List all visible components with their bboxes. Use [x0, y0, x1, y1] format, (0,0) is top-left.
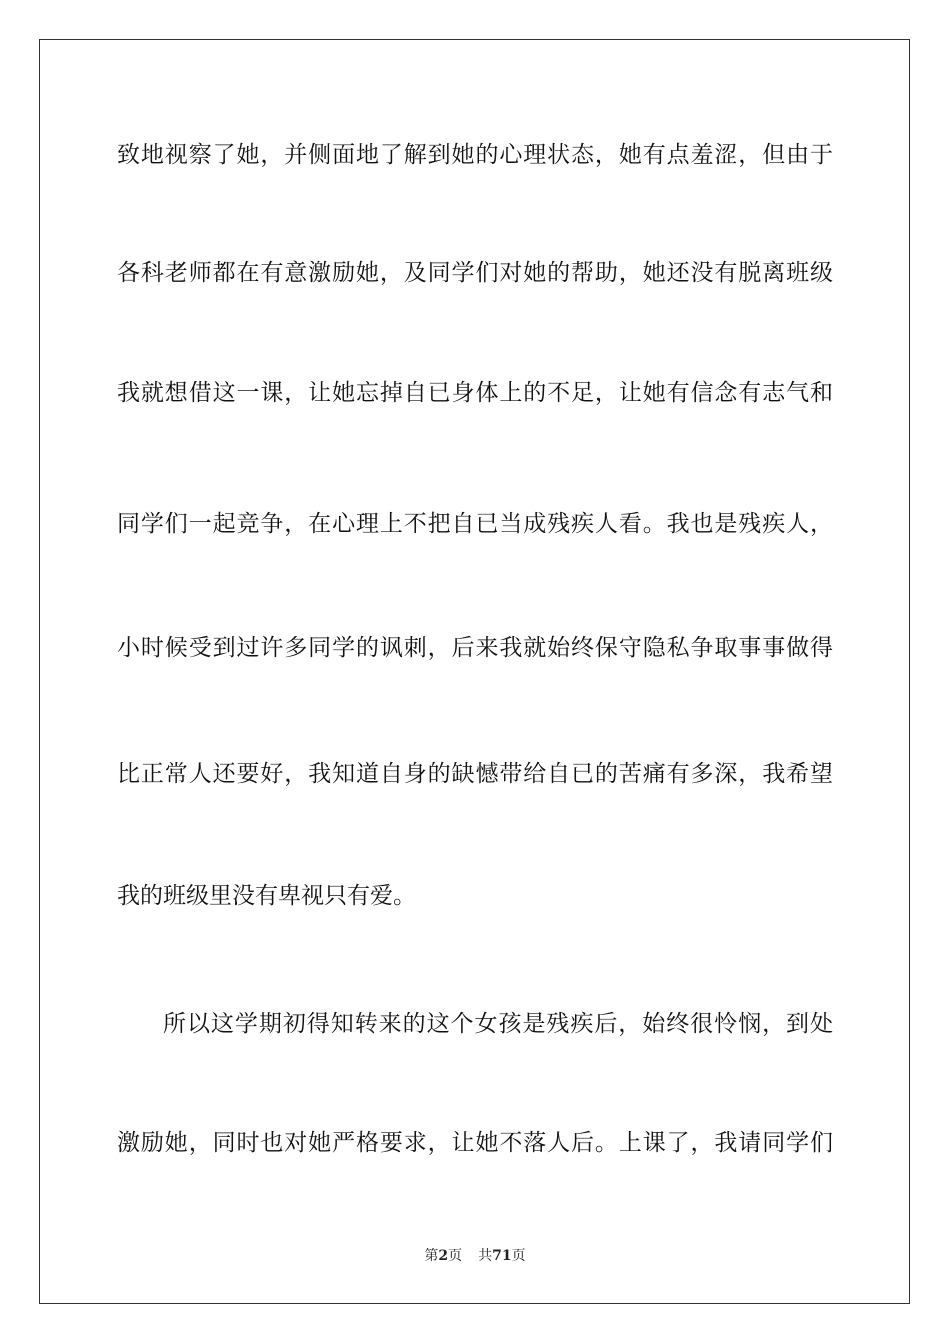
- text-line-1: 致地视察了她，并侧面地了解到她的心理状态，她有点羞涩，但由于: [117, 142, 833, 168]
- page-footer: [0, 1247, 950, 1265]
- text-line-2: 各科老师都在有意激励她，及同学们对她的帮助，她还没有脱离班级: [117, 260, 833, 286]
- text-line-9: 激励她，同时也对她严格要求，让她不落人后。上课了，我请同学们: [117, 1130, 833, 1156]
- footer-page-prefix: 第: [424, 1248, 439, 1264]
- footer-total-prefix: 共: [478, 1248, 493, 1264]
- footer-page-suffix: 页: [448, 1248, 463, 1264]
- text-line-7: 我的班级里没有卑视只有爱。: [117, 883, 416, 909]
- page-border: [39, 39, 910, 1304]
- footer-total-pages: 71: [492, 1248, 512, 1264]
- text-line-5: 小时候受到过许多同学的讽刺，后来我就始终保守隐私争取事事做得: [117, 635, 833, 661]
- footer-page-number: 2: [438, 1248, 449, 1264]
- text-line-6: 比正常人还要好，我知道自身的缺憾带给自已的苦痛有多深，我希望: [117, 761, 833, 787]
- text-line-3: 我就想借这一课，让她忘掉自已身体上的不足，让她有信念有志气和: [117, 380, 833, 406]
- text-line-4: 同学们一起竞争，在心理上不把自已当成残疾人看。我也是残疾人，: [117, 511, 833, 537]
- text-line-8: 所以这学期初得知转来的这个女孩是残疾后，始终很怜悯，到处: [163, 1011, 833, 1037]
- footer-total-suffix: 页: [511, 1248, 526, 1264]
